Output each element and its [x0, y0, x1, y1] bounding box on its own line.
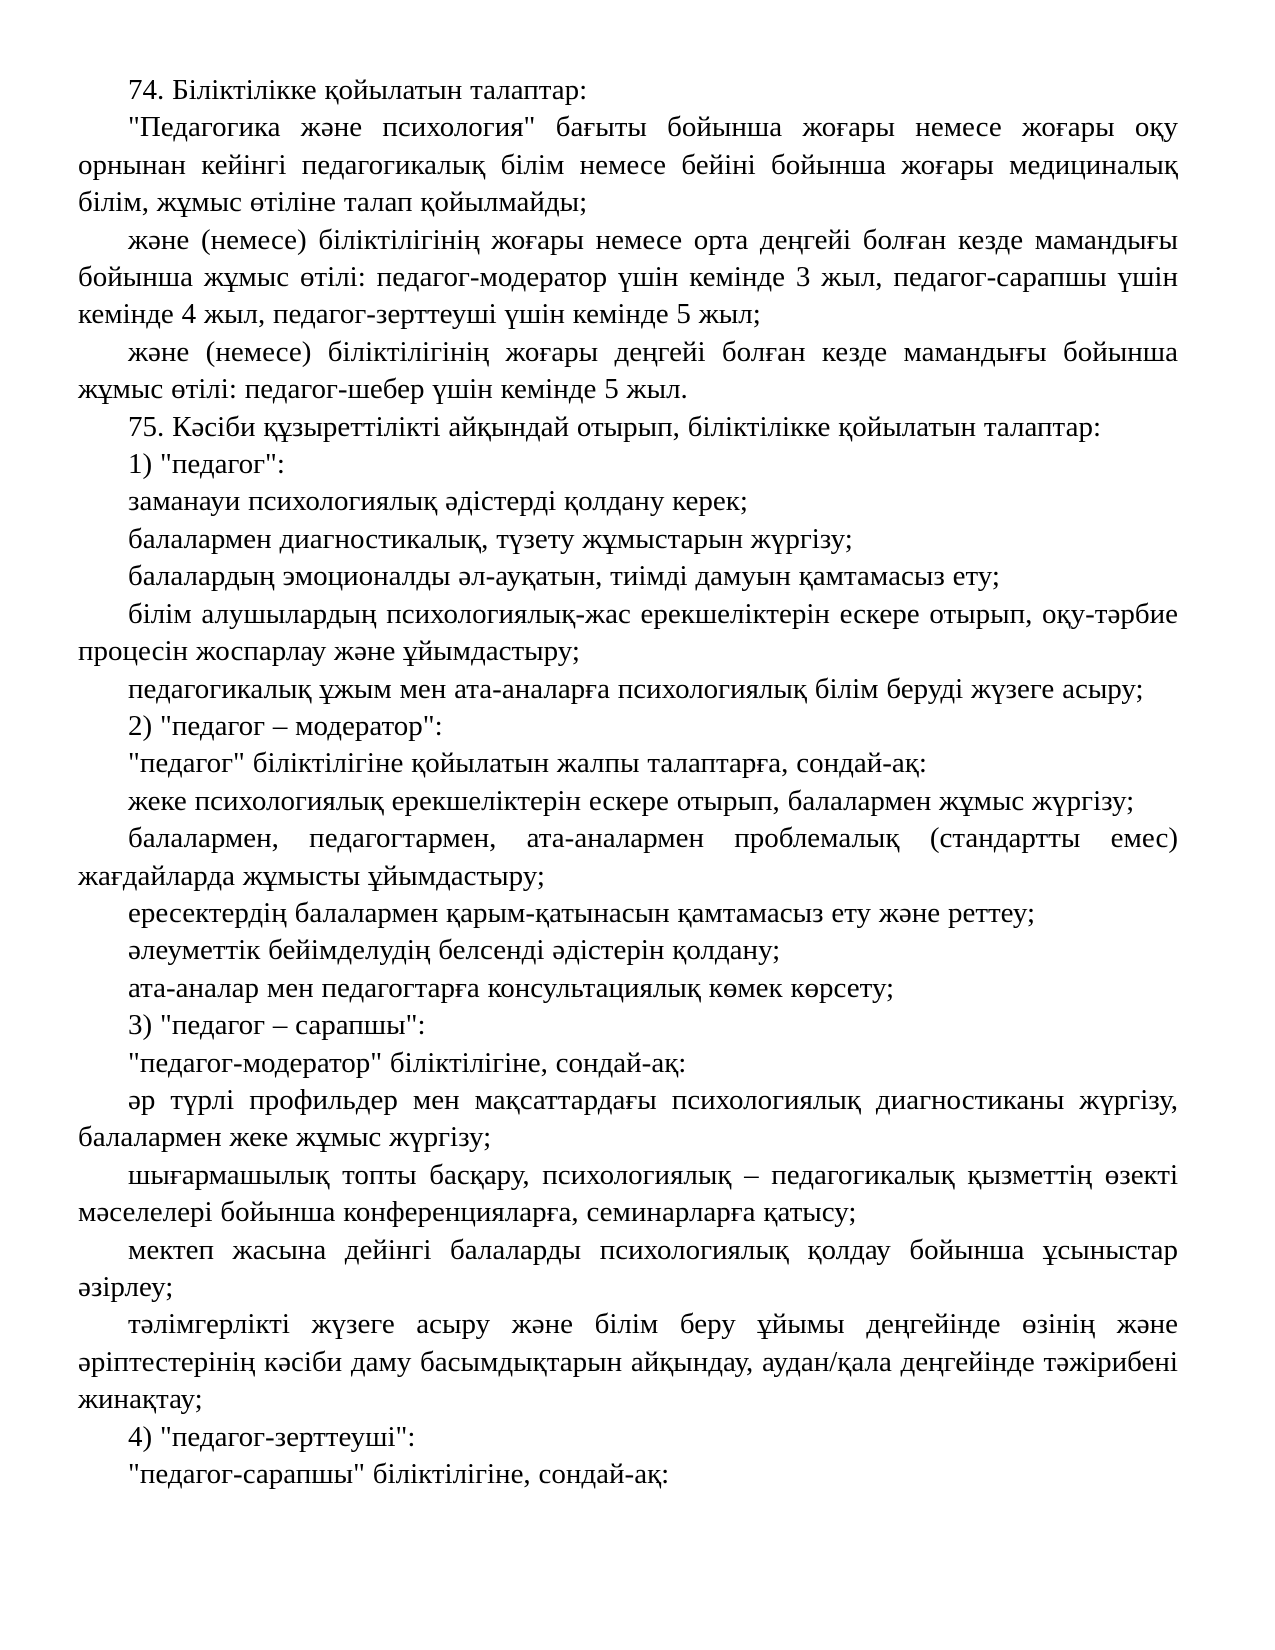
requirement-preschool-support: мектеп жасына дейінгі балаларды психологиялық қолдау бойынша ұсыныстар әзірлеу; [78, 1233, 1178, 1303]
requirement-process-planning: білім алушылардың психологиялық-жас ерекшеліктерін ескере отырып, оқу-тәрбие процесін жоспарлау және ұйымдастыру; [78, 597, 1178, 668]
requirement-emotional-wellbeing: балалардың эмоционалды әл-ауқатын, тиімді дамуын қамтамасыз ету; [128, 560, 1000, 593]
list-item-4-pedagog-zertteushi: 4) "педагог-зерттеуші": [128, 1420, 416, 1453]
requirement-creative-group: шығармашылық топты басқару, психологиялық – педагогикалық қызметтің өзекті мәселелері бойынша конференцияларға, семинарларға қатысу; [78, 1158, 1178, 1229]
clause-74-experience-higher-or-mid: және (немесе) біліктілігінің жоғары немесе орта деңгейі болған кезде мамандығы бойынша жұмыс өтілі: педагог-модератор үшін кемінде 3 жыл, педагог-сарапшы үшін кемінде 4 жыл, педагог-зерттеуші үшін кемінде 5 жыл; [78, 223, 1178, 331]
clause-74-experience-higher-level: және (немесе) біліктілігінің жоғары деңгейі болған кезде мамандығы бойынша жұмыс өтілі: педагог-шебер үшін кемінде 5 жыл. [78, 335, 1178, 406]
requirement-modern-methods: заманауи психологиялық әдістерді қолдану керек; [128, 485, 748, 518]
clause-75-heading: 75. Кәсіби құзыреттілікті айқындай отырып, біліктілікке қойылатын талаптар: [128, 410, 1101, 443]
requirement-mentoring: тәлімгерлікті жүзеге асыру және білім беру ұйымы деңгейінде өзінің және әріптестерінің кәсіби даму басымдықтарын айқындау, аудан/қала деңгейінде тәжірибені жинақтау; [78, 1308, 1178, 1416]
requirement-profile-diagnostics: әр түрлі профильдер мен мақсаттардағы психологиялық диагностиканы жүргізу, балалармен жеке жұмыс жүргізу; [78, 1083, 1178, 1154]
requirement-individual-work: жеке психологиялық ерекшеліктерін ескере отырып, балалармен жұмыс жүргізу; [128, 784, 1135, 817]
list-item-2-pedagog-moderator: 2) "педагог – модератор": [128, 709, 443, 742]
list-item-3-pedagog-sarapshy: 3) "педагог – сарапшы": [128, 1009, 426, 1042]
requirement-social-adaptation: әлеуметтік бейімделудің белсенді әдістерін қолдану; [128, 934, 781, 967]
requirement-problem-situations: балалармен, педагогтармен, ата-аналармен проблемалық (стандартты емес) жағдайларда жұмысты ұйымдастыру; [78, 822, 1178, 892]
list-item-1-pedagog: 1) "педагог": [128, 448, 285, 481]
requirement-general-plus-moderator: "педагог" біліктілігіне қойылатын жалпы талаптарға, сондай-ақ: [128, 747, 927, 780]
clause-74-education-requirement: "Педагогика және психология" бағыты бойынша жоғары немесе жоғары оқу орнынан кейінгі педагогикалық білім немесе бейіні бойынша жоғары медициналық білім, жұмыс өтіліне талап қойылмайды; [78, 111, 1178, 219]
requirement-sarapshy-plus: "педагог-сарапшы" біліктілігіне, сондай-ақ: [128, 1458, 670, 1491]
requirement-consulting-help: ата-аналар мен педагогтарға консультациялық көмек көрсету; [128, 971, 895, 1004]
requirement-psych-education: педагогикалық ұжым мен ата-аналарға психологиялық білім беруді жүзеге асыру; [128, 672, 1144, 705]
requirement-moderator-plus: "педагог-модератор" біліктілігіне, сондай-ақ: [128, 1046, 687, 1079]
requirement-diagnostics-correction: балалармен диагностикалық, түзету жұмыстарын жүргізу; [128, 522, 853, 555]
clause-74-heading: 74. Біліктілікке қойылатын талаптар: [128, 74, 588, 106]
requirement-adult-child-relations: ересектердің балалармен қарым-қатынасын қамтамасыз ету және реттеу; [128, 896, 1036, 929]
